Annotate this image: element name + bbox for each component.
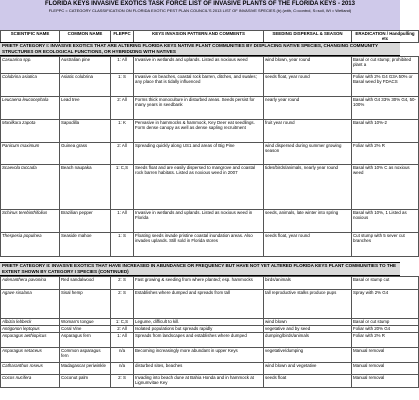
- common-name-cell: Sapodilla: [60, 120, 111, 143]
- eradication-cell: Cut stump with 5 sever cut branches: [352, 233, 419, 257]
- dispersal-cell: seeds float, year round: [264, 233, 352, 257]
- table-row: [1, 375, 419, 388]
- table-row: [1, 333, 419, 348]
- eradication-cell: Foliar with 2% R: [352, 333, 419, 348]
- subtitle-text: FLEPPC = CATEGORY CLASSIFICATION ON FLORIDA EXOTIC PEST PLAN COUNCIL'S 2013 LIST OF INVASIVE SPECIES (b) (with, C=control, S=soil, WI = Wetland): [48, 8, 352, 13]
- dispersal-cell: wind blown, year round: [264, 57, 352, 74]
- fleppc-cell: 1: K: [111, 120, 134, 143]
- header-row: [1, 31, 419, 43]
- table-row: [1, 326, 419, 333]
- dispersal-cell: seeds float: [264, 375, 352, 388]
- fleppc-cell: 1: All: [111, 210, 134, 233]
- eradication-cell: Foliar with 2% R: [352, 143, 419, 165]
- dispersal-cell: fruit year round: [264, 120, 352, 143]
- dispersal-cell: seeds float, year round: [264, 74, 352, 97]
- pattern-cell: Establishes where dumped and spreads from tall: [134, 290, 264, 319]
- pattern-cell: disturbed sites, beaches: [134, 363, 264, 375]
- dispersal-cell: wind dispersed during summer growing season: [264, 143, 352, 165]
- pattern-cell: Isolated populations but spreads rapidly: [134, 326, 264, 333]
- table-row: [1, 97, 419, 120]
- dispersal-cell: seeds, animals, late winter into spring: [264, 210, 352, 233]
- eradication-cell: Basal or cut stump: [352, 319, 419, 326]
- dispersal-cell: vegetative/dumping: [264, 348, 352, 363]
- fleppc-cell: 1: All: [111, 57, 134, 74]
- pattern-cell: Forms thick monoculture in disturbed areas. Seeds persist for many years in seedbank: [134, 97, 264, 120]
- pattern-cell: Invasive in wetlands and uplands. Listed as noxious weed: [134, 57, 264, 74]
- sheet-title: [0, 0, 400, 30]
- table-row: [1, 319, 419, 326]
- common-name-cell: Beach naupaka: [60, 165, 111, 210]
- pattern-cell: Legume, difficult to kill.: [134, 319, 264, 326]
- common-name-cell: Seaside mahoe: [60, 233, 111, 257]
- scientific-name-cell: Panicum maximum: [1, 143, 60, 165]
- dispersal-cell: nearly year round: [264, 97, 352, 120]
- fleppc-cell: 2: All: [111, 97, 134, 120]
- fleppc-cell: 2: All: [111, 326, 134, 333]
- table-row: [1, 290, 419, 319]
- table-row: [1, 120, 419, 143]
- common-name-cell: Woman's tongue: [60, 319, 111, 326]
- eradication-cell: Manual removal: [352, 348, 419, 363]
- fleppc-cell: 2: S: [111, 375, 134, 388]
- pattern-cell: Becoming increasingly more abundant in upper Keys: [134, 348, 264, 363]
- table-row: [1, 363, 419, 375]
- pattern-cell: Pervasive in hammocks & hammock, Key Deer eat seedlings. Form dense canopy as well as dense sapling recruitment: [134, 120, 264, 143]
- table-row: [1, 210, 419, 233]
- fleppc-cell: n/a: [111, 348, 134, 363]
- scientific-name-cell: Casuarina spp.: [1, 57, 60, 74]
- dispersal-cell: wind blown: [264, 319, 352, 326]
- scientific-name-cell: Albizia lebbeck: [1, 319, 60, 326]
- scientific-name-cell: Asparagus setaceus: [1, 348, 60, 363]
- category-1-table: [0, 56, 419, 257]
- common-name-cell: Coral Vine: [60, 326, 111, 333]
- title-text: FLORIDA KEYS INVASIVE EXOTICS TASK FORCE LIST OF INVASIVE PLANTS OF THE FLORIDA KEYS - 2013: [45, 1, 355, 7]
- common-name-cell: Madagascar periwinkle: [60, 363, 111, 375]
- pattern-cell: Spreads from landscapes and establishes where dumped: [134, 333, 264, 348]
- dispersal-cell: vegetative and by seed: [264, 326, 352, 333]
- pattern-cell: Fast growing & seeding from where planted; esp. hammocks: [134, 277, 264, 290]
- dispersal-cell: tall reproductive stalks produce pups: [264, 290, 352, 319]
- eradication-cell: Spray with 2% G4: [352, 290, 419, 319]
- col-eradication: ERADICATION / Handpulling etc: [352, 31, 419, 43]
- section-category-2: PRIETF CATEGORY II: INVASIVE EXOTICS THAT HAVE INCREASED IN ABUNDANCE OR FREQUENCY BUT HAVE NOT YET ALTERED FLORIDA KEYS PLANT COMMUNITIES TO THE EXTENT SHOWN BY CATEGORY I SPECIES (CONTINUED): [0, 262, 400, 276]
- pattern-cell: Floating seeds invade pristine coastal inundation areas. Also invades uplands. Still sold in Florida stores: [134, 233, 264, 257]
- scientific-name-cell: Asparagus aethiopicus: [1, 333, 60, 348]
- eradication-cell: Foliar with 2% G4 G3A 50% or Basal weed by FDACS: [352, 74, 419, 97]
- table-row: [1, 74, 419, 97]
- fleppc-cell: n/a: [111, 363, 134, 375]
- col-dispersal: SEEDING DISPERSAL & SEASON: [264, 31, 352, 43]
- col-pattern: KEYS INVASION PATTERN AND COMMENTS: [134, 31, 264, 43]
- table-row: [1, 348, 419, 363]
- eradication-cell: Basal or cut stump; prohibited plant a: [352, 57, 419, 74]
- dispersal-cell: dumping/birds/animals: [264, 333, 352, 348]
- eradication-cell: Basal with 10%, 1 Listed as noxious: [352, 210, 419, 233]
- common-name-cell: Guinea grass: [60, 143, 111, 165]
- eradication-cell: Basal with 10% C as noxious weed: [352, 165, 419, 210]
- eradication-cell: Basal with G4 33% 30% G4, 50-100%: [352, 97, 419, 120]
- scientific-name-cell: Cocos nucifera: [1, 375, 60, 388]
- fleppc-cell: 1: S: [111, 233, 134, 257]
- scientific-name-cell: Thespesia populnea: [1, 233, 60, 257]
- section-category-1: PRIETF CATEGORY I: INVASIVE EXOTICS THAT ARE ALTERING FLORIDA KEYS NATIVE PLANT COMMUNITIES BY DISPLACING NATIVE SPECIES, CHANGING COMMUNITY STRUCTURES OR ECOLOGICAL FUNCTIONS, OR HYBRIDIZING WITH NATIVES: [0, 42, 400, 56]
- pattern-cell: Invasive on beaches, coastal rock barren, ditches, and swales; any place that is tidally influenced: [134, 74, 264, 97]
- table-row: [1, 165, 419, 210]
- category-2-table: [0, 276, 419, 388]
- dispersal-cell: wind blown and vegetative: [264, 363, 352, 375]
- common-name-cell: Asiatic colubrina: [60, 74, 111, 97]
- pattern-cell: Seeds float and are easily dispersed to mangrove and coastal rock barren habitats. Listed as noxious weed in 2007: [134, 165, 264, 210]
- fleppc-cell: 1: C,S: [111, 165, 134, 210]
- col-fleppc: FLEPPC: [111, 31, 134, 43]
- table-row: [1, 233, 419, 257]
- pattern-cell: Invasive in wetlands and uplands. Listed as noxious weed in Florida: [134, 210, 264, 233]
- eradication-cell: Manual removal: [352, 363, 419, 375]
- dispersal-cell: birds/animals: [264, 277, 352, 290]
- scientific-name-cell: Adenanthera pavonina: [1, 277, 60, 290]
- table-row: [1, 57, 419, 74]
- eradication-cell: Basal or stump cut: [352, 277, 419, 290]
- scientific-name-cell: Catharanthus roseus: [1, 363, 60, 375]
- fleppc-cell: 1: S: [111, 74, 134, 97]
- scientific-name-cell: Scaevola taccada: [1, 165, 60, 210]
- scientific-name-cell: Agave sisalana: [1, 290, 60, 319]
- common-name-cell: Red sandalwood: [60, 277, 111, 290]
- table-row: [1, 143, 419, 165]
- dispersal-cell: tides/birds/animals, nearly year round: [264, 165, 352, 210]
- eradication-cell: Foliar with 20% G4: [352, 326, 419, 333]
- scientific-name-cell: Schinus terebinthifolius: [1, 210, 60, 233]
- col-common-name: COMMON NAME: [60, 31, 111, 43]
- pattern-cell: Invading into beach dune at Bahia Honda and in hammock at Lignumvitae Key: [134, 375, 264, 388]
- col-scientific-name: SCIENTIFIC NAME: [1, 31, 60, 43]
- common-name-cell: Brazilian pepper: [60, 210, 111, 233]
- fleppc-cell: 2: All: [111, 143, 134, 165]
- table-row: [1, 277, 419, 290]
- scientific-name-cell: Manilkara zapota: [1, 120, 60, 143]
- fleppc-cell: 1: C,S: [111, 319, 134, 326]
- eradication-cell: Manual removal: [352, 375, 419, 388]
- common-name-cell: Coconut palm: [60, 375, 111, 388]
- scientific-name-cell: Colubrina asiatica: [1, 74, 60, 97]
- common-name-cell: Australian pine: [60, 57, 111, 74]
- fleppc-cell: 1: All: [111, 333, 134, 348]
- fleppc-cell: 2: S: [111, 277, 134, 290]
- fleppc-cell: 2: S: [111, 290, 134, 319]
- scientific-name-cell: Leucaena leucocephala: [1, 97, 60, 120]
- common-name-cell: Common asparagus fern: [60, 348, 111, 363]
- common-name-cell: Sisal hemp: [60, 290, 111, 319]
- common-name-cell: Lead tree: [60, 97, 111, 120]
- pattern-cell: Spreading quickly along US1 and areas of Big Pine: [134, 143, 264, 165]
- common-name-cell: Asparagus fern: [60, 333, 111, 348]
- scientific-name-cell: Antigonon leptopus: [1, 326, 60, 333]
- eradication-cell: Basal with 10%-2: [352, 120, 419, 143]
